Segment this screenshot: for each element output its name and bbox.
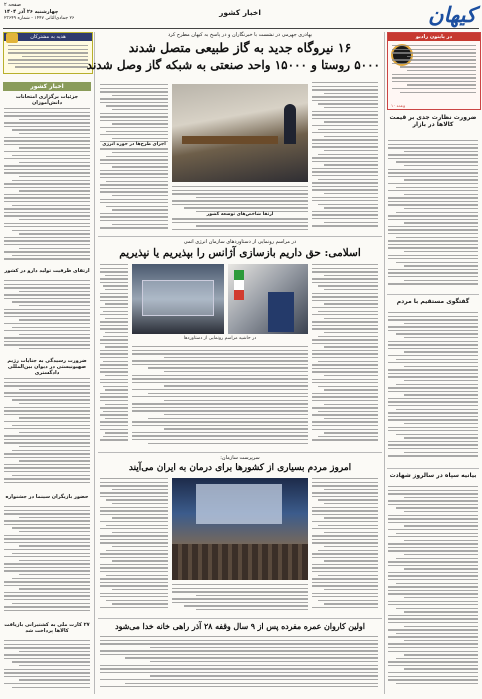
left-column — [3, 32, 91, 694]
top-story-headline-1: ۱۶ نیروگاه جدید به گاز طبیعی متصل شدند — [128, 40, 352, 55]
top-story-subhead-2: ارتقا شاخص‌های توسعه کشور — [172, 212, 308, 217]
mid-story-col-right — [312, 264, 378, 448]
top-story-col-right — [312, 82, 378, 232]
right-item3-title: بیانیه سپاه در سالروز شهادت — [389, 472, 477, 479]
photo-speaker — [284, 104, 296, 144]
left-item-5-text — [4, 640, 90, 692]
left-item-5-title: ۲۷ کارت ملی به کشتیرانی بازیافت کالاها پرداخت شد — [4, 622, 90, 634]
left-item-1-title: جزئیات برگزاری امتحانات دانش‌آموزان — [15, 94, 79, 106]
left-item-3-text — [4, 378, 90, 488]
mid-story-kicker: در مراسم رونمایی از دستاوردهای سازمان انرژی اتمی — [183, 239, 297, 245]
top-story-col-left — [100, 84, 168, 234]
mid-story-photo-2 — [132, 264, 224, 334]
radio-ad-title: در پایتون رادیو — [388, 33, 480, 41]
photo-table — [182, 136, 278, 144]
lower-story-headline: امروز مردم بسیاری از کشورها برای درمان به ایران می‌آیند — [128, 463, 352, 473]
gift-icon — [6, 33, 18, 43]
news-list-box — [3, 82, 91, 694]
logo-text: کیهان — [428, 2, 476, 27]
news-list-title: اخبار کشور — [3, 82, 91, 91]
photo-display-case — [142, 280, 214, 316]
bottom-story-text — [100, 636, 378, 692]
left-item-4-title: حضور بازیگران سینما در جشنواره — [5, 494, 89, 500]
right-column — [387, 32, 479, 694]
radio-ad-text — [392, 45, 476, 103]
radio-ad — [387, 32, 481, 110]
logo — [416, 2, 476, 28]
lower-story-col-right — [312, 478, 378, 614]
left-column-rule — [94, 32, 95, 694]
gift-ad-text — [8, 45, 88, 71]
editorial-title: ضرورت نظارت جدی بر قیمت کالاها در بازار — [389, 114, 477, 128]
photo-audience — [172, 544, 308, 580]
right-divider-2 — [387, 468, 479, 469]
page-number: صفحه ۲ — [4, 2, 21, 8]
section-title: اخبار کشور — [219, 8, 261, 17]
right-item3-text — [388, 486, 478, 691]
mid-story-caption: در حاشیه مراسم رونمایی از دستاوردها — [183, 336, 257, 341]
top-story-rule — [98, 236, 382, 237]
right-column-rule — [384, 32, 385, 694]
lower-story-rule — [98, 618, 382, 619]
bottom-story-headline: اولین کاروان عمره مفرده پس از ۹ سال وقفه ۲۸ آذر راهی خانه خدا می‌شود — [115, 622, 365, 631]
photo-flag — [234, 270, 244, 300]
lower-story-photo — [172, 478, 308, 580]
lower-story-kicker: سرپرست سازمان: — [220, 455, 260, 461]
left-item-3-title: ضرورت رسیدگی به جنایات رژیم صهیونیستی در دیوان بین‌المللی دادگستری — [7, 358, 87, 376]
gift-ad-header: هدیه به مشترکان — [4, 33, 92, 41]
left-item-2-text — [4, 280, 90, 352]
photo-podium — [268, 292, 294, 332]
right-item2-title: گفتگوی مستقیم با مردم — [396, 298, 470, 305]
gift-ad — [3, 32, 93, 74]
mid-story-photo-1 — [228, 264, 308, 334]
top-story-headline-2: ۵۰۰۰ روستا و ۱۵۰۰۰ واحد صنعتی به شبکه گاز وصل شدند — [86, 58, 380, 72]
right-divider-1 — [387, 294, 479, 295]
lower-story-col-left — [100, 478, 168, 614]
mid-story-col-left — [100, 264, 128, 448]
top-story-kicker: بهادری جهرمی در نشست با خبرنگاران و در پاسخ به کیهان مطرح کرد — [167, 32, 313, 38]
editorial-box — [387, 114, 479, 290]
mid-story-headline: اسلامی: حق داریم بازسازی آژانس را بپذیریم یا نپذیریم — [119, 247, 361, 259]
issue-date: چهارشنبه ۲۶ آذر ۱۴۰۴ — [4, 9, 59, 15]
top-story-subhead-1: اجرای طرح‌ها در حوزه انرژی — [100, 142, 168, 147]
top-story-below-photo — [172, 186, 308, 232]
photo-screen — [196, 484, 282, 524]
issue-number: ۲۶ جمادی‌الثانی ۱۴۴۷ - شماره ۲۳۶۴۹ — [4, 16, 75, 21]
top-story-photo — [172, 84, 308, 182]
left-item-2-title: ارتقای ظرفیت تولید دارو در کشور — [4, 268, 90, 274]
mid-story-col-center — [132, 346, 308, 448]
editorial-text — [388, 140, 478, 290]
mid-story-rule — [98, 452, 382, 453]
left-item-4-text — [4, 506, 90, 616]
header-rule — [3, 28, 479, 29]
right-item2-text — [388, 312, 478, 462]
left-item-1-text — [4, 108, 90, 263]
radio-ad-footer: وعده ۱۰ — [391, 103, 406, 108]
lower-story-below-photo — [172, 584, 308, 614]
